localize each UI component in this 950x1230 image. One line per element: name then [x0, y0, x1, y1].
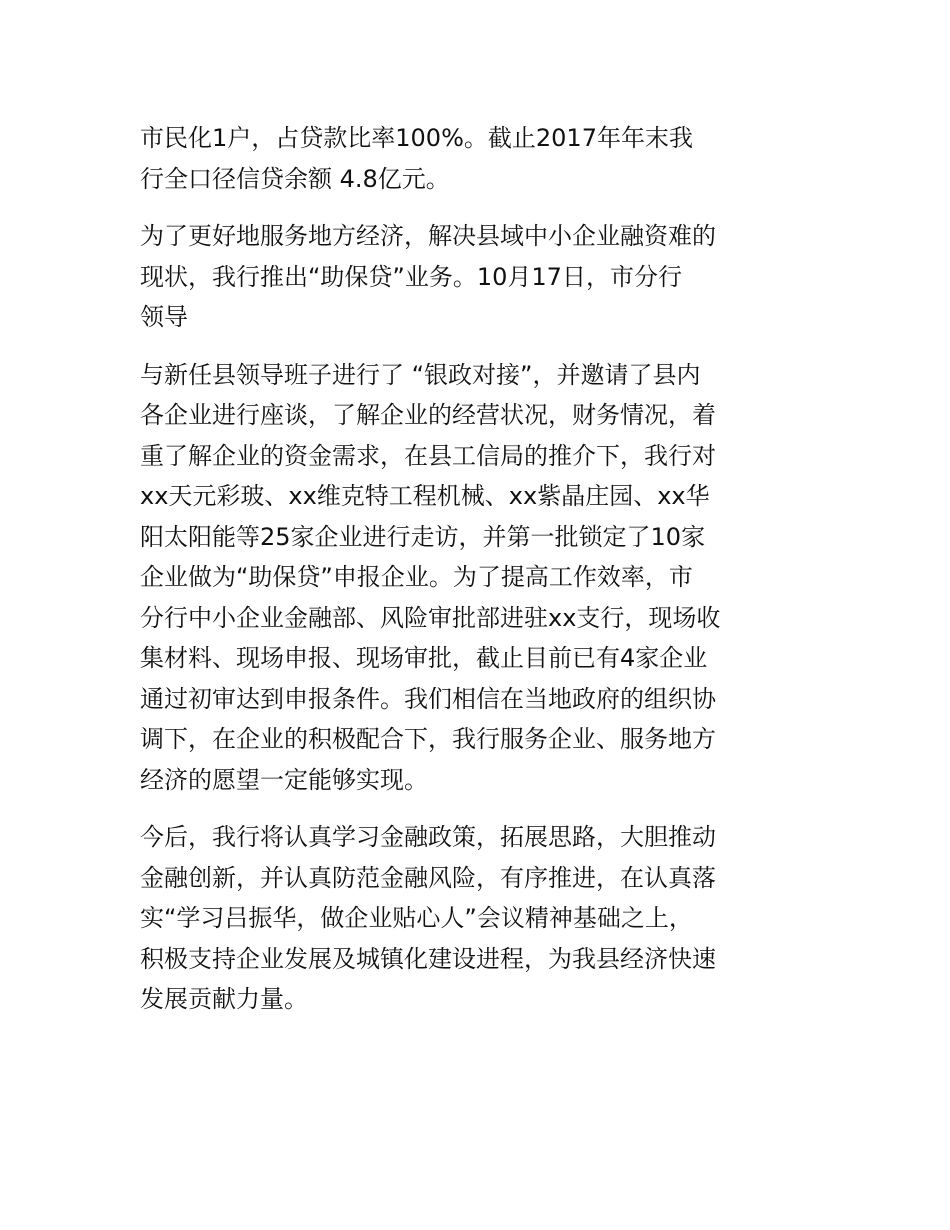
paragraph-future-plans — [140, 817, 820, 1020]
text-line: 今后，我行将认真学习金融政策，拓展思路，大胆推动 — [140, 823, 716, 851]
text-line: xx天元彩玻、xx维克特工程机械、xx紫晶庄园、xx华 — [140, 482, 710, 510]
text-line: 金融创新，并认真防范金融风险，有序推进，在认真落 — [140, 863, 716, 892]
text-line: 市民化1户，占贷款比率100%。截止2017年年末我 — [140, 124, 693, 152]
text-line: 重了解企业的资金需求，在县工信局的推介下，我行对 — [140, 441, 716, 470]
text-line: 集材料、现场申报、现场审批，截止目前已有4家企业 — [140, 644, 708, 672]
text-line: 经济的愿望一定能够实现。 — [140, 765, 428, 794]
text-line: 阳太阳能等25家企业进行走访，并第一批锁定了10家 — [140, 522, 706, 551]
text-line: 行全口径信贷余额 4.8亿元。 — [140, 164, 450, 193]
text-line: 分行中小企业金融部、风险审批部进驻xx支行，现场收 — [140, 603, 721, 632]
document-body — [140, 118, 820, 1037]
text-line: 领导 — [140, 303, 188, 331]
paragraph-loan-ratio — [140, 118, 820, 199]
text-line: 积极支持企业发展及城镇化建设进程，为我县经济快速 — [140, 944, 716, 973]
text-line: 调下，在企业的积极配合下，我行服务企业、服务地方 — [140, 725, 716, 753]
text-line: 各企业进行座谈，了解企业的经营状况，财务情况，着 — [140, 401, 716, 429]
paragraph-zhubaodai-intro — [140, 216, 820, 338]
text-line: 现状，我行推出“助保贷”业务。10月17日，市分行 — [140, 262, 682, 291]
paragraph-enterprise-visits — [140, 355, 820, 801]
text-line: 实“学习吕振华，做企业贴心人”会议精神基础之上， — [140, 904, 693, 932]
text-line: 发展贡献力量。 — [140, 985, 308, 1013]
text-line: 为了更好地服务地方经济，解决县域中小企业融资难的 — [140, 222, 716, 250]
text-line: 企业做为“助保贷”申报企业。为了提高工作效率，市 — [140, 563, 693, 591]
text-line: 与新任县领导班子进行了 “银政对接”，并邀请了县内 — [140, 360, 701, 389]
text-line: 通过初审达到申报条件。我们相信在当地政府的组织协 — [140, 684, 716, 713]
